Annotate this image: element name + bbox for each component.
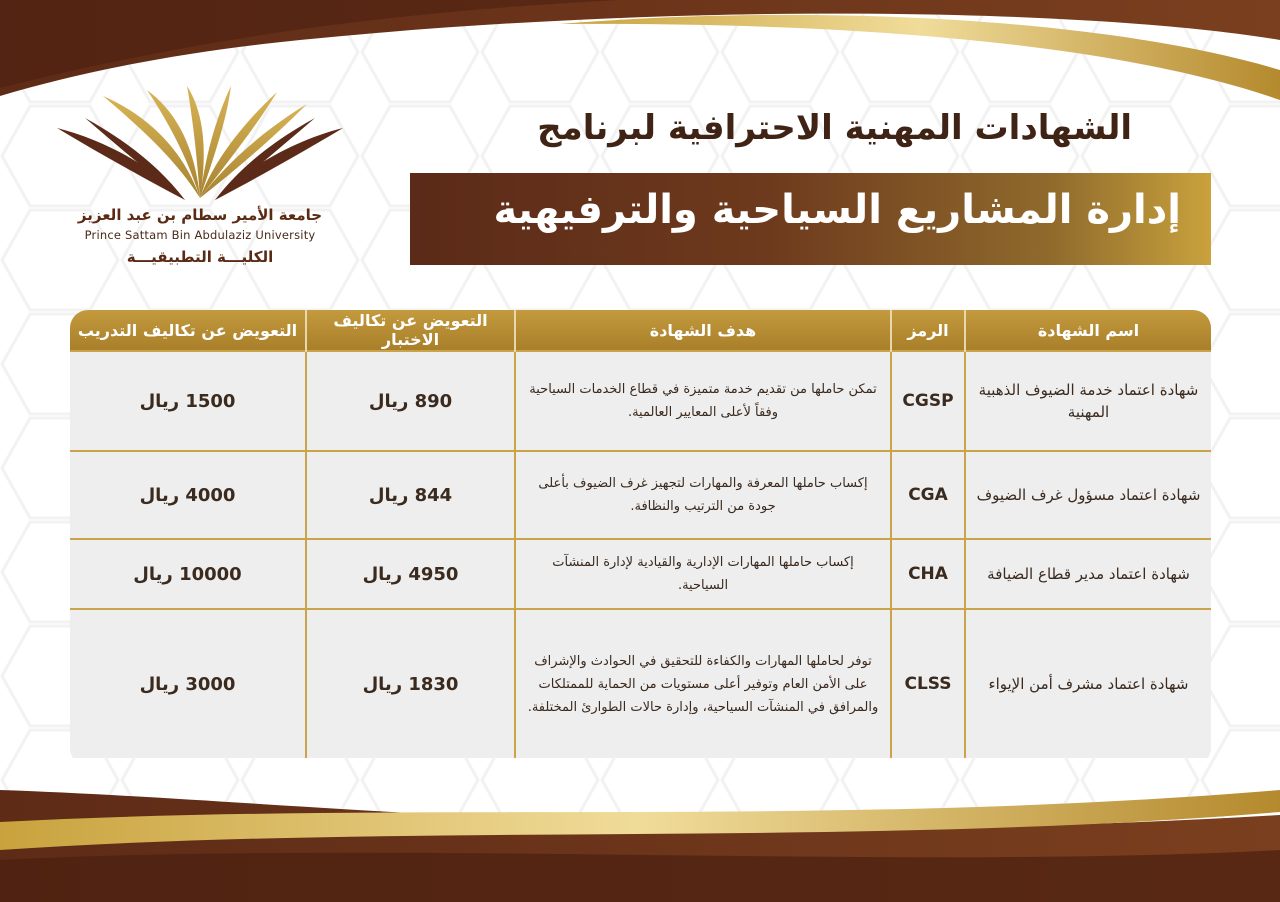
college-name: الكليـــة التطبيقيـــة <box>126 248 274 266</box>
header-exam-fee: التعويض عن تكاليف الاختبار <box>306 310 515 351</box>
certificate-name: شهادة اعتماد مدير قطاع الضيافة <box>965 539 1211 609</box>
table-row <box>70 539 1211 609</box>
training-fee: 4000 ريال <box>70 451 306 539</box>
program-name: إدارة المشاريع السياحية والترفيهية <box>493 187 1181 233</box>
exam-fee: 890 ريال <box>306 351 515 451</box>
certificate-goal: تمكن حاملها من تقديم خدمة متميزة في قطاع الخدمات السياحية وفقاً لأعلى المعايير العالمية. <box>515 351 891 451</box>
page-title: الشهادات المهنية الاحترافية لبرنامج <box>537 108 1132 148</box>
exam-fee: 1830 ريال <box>306 609 515 758</box>
certificate-code: CHA <box>891 539 965 609</box>
header-training-fee: التعويض عن تكاليف التدريب <box>70 310 306 351</box>
table-row <box>70 451 1211 539</box>
training-fee: 10000 ريال <box>70 539 306 609</box>
program-banner <box>410 173 1211 265</box>
certificate-goal: إكساب حاملها المعرفة والمهارات لتجهيز غرف الضيوف بأعلى جودة من الترتيب والنظافة. <box>515 451 891 539</box>
training-fee: 1500 ريال <box>70 351 306 451</box>
header-name: اسم الشهادة <box>965 310 1211 351</box>
certificate-name: شهادة اعتماد مسؤول غرف الضيوف <box>965 451 1211 539</box>
certificate-name: شهادة اعتماد مشرف أمن الإيواء <box>965 609 1211 758</box>
table-header-row <box>70 310 1211 351</box>
certificates-table <box>70 310 1211 758</box>
certificate-goal: توفر لحاملها المهارات والكفاءة للتحقيق في الحوادث والإشراف على الأمن العام وتوفير أعلى مستويات من الحماية للممتلكات والمرافق في المنشآت السياحية، وإدارة حالات الطوارئ المختلفة. <box>515 609 891 758</box>
university-logo <box>55 78 345 268</box>
exam-fee: 4950 ريال <box>306 539 515 609</box>
university-name-english: Prince Sattam Bin Abdulaziz University <box>84 228 316 242</box>
training-fee: 3000 ريال <box>70 609 306 758</box>
table-row <box>70 351 1211 451</box>
table-row <box>70 609 1211 758</box>
header-goal: هدف الشهادة <box>515 310 891 351</box>
university-name-arabic: جامعة الأمير سطام بن عبد العزيز <box>77 206 323 224</box>
certificate-code: CLSS <box>891 609 965 758</box>
certificate-goal: إكساب حاملها المهارات الإدارية والقيادية لإدارة المنشآت السياحية. <box>515 539 891 609</box>
exam-fee: 844 ريال <box>306 451 515 539</box>
certificate-code: CGA <box>891 451 965 539</box>
open-book-logo-icon <box>55 78 345 203</box>
certificate-name: شهادة اعتماد خدمة الضيوف الذهبية المهنية <box>965 351 1211 451</box>
certificate-code: CGSP <box>891 351 965 451</box>
certificates-table-wrapper <box>70 310 1211 766</box>
header-code: الرمز <box>891 310 965 351</box>
